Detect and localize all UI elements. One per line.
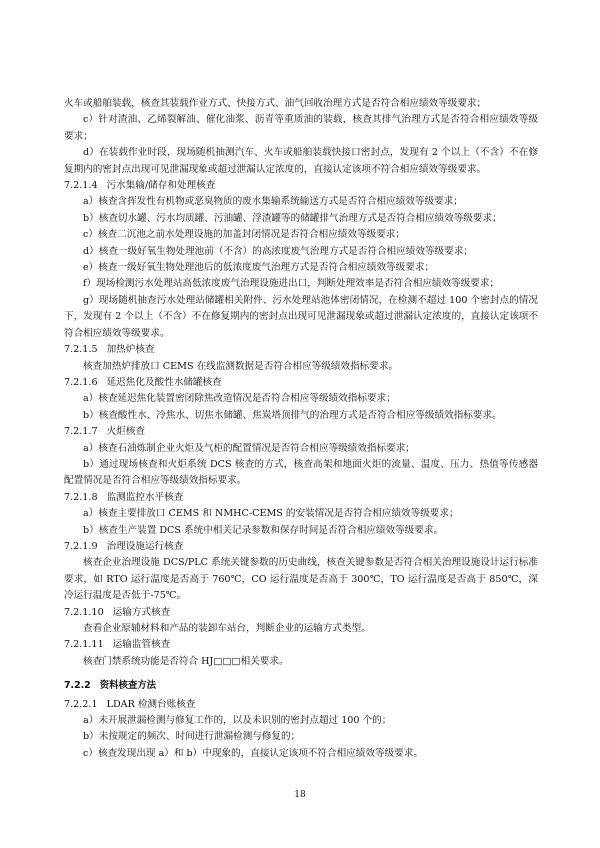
paragraph: 核查加热炉排放口 CEMS 在线监测数据是否符合相应等级绩效指标要求。: [83, 360, 399, 372]
paragraph: g）现场随机抽查污水处理站储罐相关附件、污水处理站池体密闭情况，在检测不超过 100 个密封点的情况下，发现有 2 个以上（不含）不在修复期内的密封点出现可见泄漏现象或超过泄漏认定浓度的，直接认定该项不符合相应绩效等级要求。: [64, 294, 538, 339]
section-number: 7.2.1.9: [64, 540, 98, 552]
section-heading: [64, 375, 538, 391]
paragraph: b）未按规定的频次、时间进行泄漏检测与修复的；: [83, 731, 301, 743]
paragraph: c）核查发现出现 a）和 b）中现象的，直接认定该项不符合相应绩效等级要求。: [83, 747, 423, 759]
section-number: 7.2.1.6: [64, 376, 98, 388]
paragraph: b）通过现场核查和火炬系统 DCS 核查的方式，核查高架和地面火炬的流量、温度、压力、热值等传感器配置情况是否符合相应等级绩效指标要求。: [64, 458, 538, 487]
section-heading: [64, 539, 538, 555]
paragraph: b）核查生产装置 DCS 系统中相关记录参数和保存时间是否符合相应绩效等级要求。: [83, 524, 444, 536]
section-number: 7.2.1.4: [64, 180, 98, 192]
section-heading: [64, 697, 538, 713]
paragraph: d）在装载作业时段，现场随机抽测汽车、火车或船舶装载快接口密封点，发现有 2 个以上（不含）不在修复期内的密封点出现可见泄漏现象或超过泄漏认定浓度的，直接认定该项不符合相应绩效等级要求。: [64, 147, 538, 175]
paragraph: a）核查延迟焦化装置密闭除焦改造情况是否符合相应等级绩效指标要求；: [83, 393, 396, 405]
paragraph: b）核查酸性水、冷焦水、切焦水储罐、焦炭塔顶排气的治理方式是否符合相应等级绩效指标要求。: [83, 409, 502, 421]
section-heading: [64, 178, 538, 194]
section-number: 7.2.2.1: [64, 698, 98, 710]
section-title: 火炬核查: [106, 426, 145, 438]
section-title: 治理设施运行核查: [106, 540, 184, 552]
section-heading: [64, 424, 538, 440]
paragraph: c）针对渣油、乙烯裂解油、催化油浆、沥青等重质油的装载，核查其排气治理方式是否符合相应绩效等级要求；: [64, 114, 538, 142]
section-number: 7.2.1.11: [64, 639, 104, 651]
paragraph: f）现场检测污水处理站高低浓度废气治理设施进出口，判断处理效率是否符合相应绩效等级要求；: [83, 278, 500, 290]
section-number: 7.2.1.7: [64, 426, 98, 438]
section-number: 7.2.1.5: [64, 344, 98, 356]
paragraph: a）核查含挥发性有机物或恶臭物质的废水集输系统输送方式是否符合相应绩效等级要求；: [83, 196, 463, 208]
section-title: 加热炉核查: [106, 344, 155, 356]
section-number: 7.2.2: [64, 680, 91, 692]
section-title: 运输监管核查: [112, 639, 171, 651]
paragraph: 查看企业原辅材料和产品的装卸车站台，判断企业的运输方式类型。: [83, 623, 371, 634]
paragraph: 核查门禁系统功能是否符合 HJ□□□相关要求。: [83, 655, 289, 667]
page-number: 18: [294, 790, 306, 800]
paragraph: 核查企业治理设施 DCS/PLC 系统关键参数的历史曲线，核查关键参数是否符合相关治理设施设计运行标准要求，如 RTO 运行温度是否高于 760℃，CO 运行温度是否高于 300℃，TO 运行温度是否高于 850℃，深冷运行温度是否低于-75℃。: [64, 557, 538, 602]
section-title: LDAR 检测台账核查: [106, 698, 196, 710]
section-heading: [64, 342, 538, 358]
paragraph: b）核查切水罐、污水均质罐、污油罐、浮渣罐等的储罐排气治理方式是否符合相应绩效等级要求；: [83, 212, 502, 224]
document-body: [64, 96, 538, 762]
paragraph: 火车或船舶装载，核查其装载作业方式、快接方式、油气回收治理方式是否符合相应绩效等级要求；: [64, 98, 487, 109]
paragraph: a）未开展泄漏检测与修复工作的，以及未识别的密封点超过 100 个的；: [83, 715, 392, 727]
section-heading: [64, 637, 538, 653]
paragraph: c）核查二沉池之前水处理设施的加盖封闭情况是否符合相应绩效等级要求；: [83, 229, 405, 241]
section-number: 7.2.1.8: [64, 491, 98, 503]
section-title: 监测监控水平核查: [106, 491, 184, 503]
section-title: 延迟焦化及酸性水储罐核查: [106, 376, 222, 388]
section-heading: [64, 490, 538, 506]
paragraph: d）核查一级好氧生物处理池前（不含）的高浓度废气治理方式是否符合相应绩效等级要求；: [83, 245, 473, 257]
section-title: 污水集输/储存和处理核查: [106, 180, 216, 192]
paragraph: e）核查一级好氧生物处理池后的低浓度废气治理方式是否符合相应绩效等级要求；: [83, 262, 435, 274]
section-title: 运输方式核查: [112, 606, 171, 618]
section-heading: [64, 605, 538, 621]
paragraph: a）核查石油炼制企业火炬及气柜的配置情况是否符合相应等级绩效指标要求；: [83, 442, 415, 454]
paragraph: a）核查主要排放口 CEMS 和 NMHC-CEMS 的安装情况是否符合相应绩效等级要求；: [83, 508, 459, 520]
section-title: 资料核查方法: [99, 680, 156, 692]
section-number: 7.2.1.10: [64, 606, 104, 618]
subsection-heading: [64, 678, 538, 694]
